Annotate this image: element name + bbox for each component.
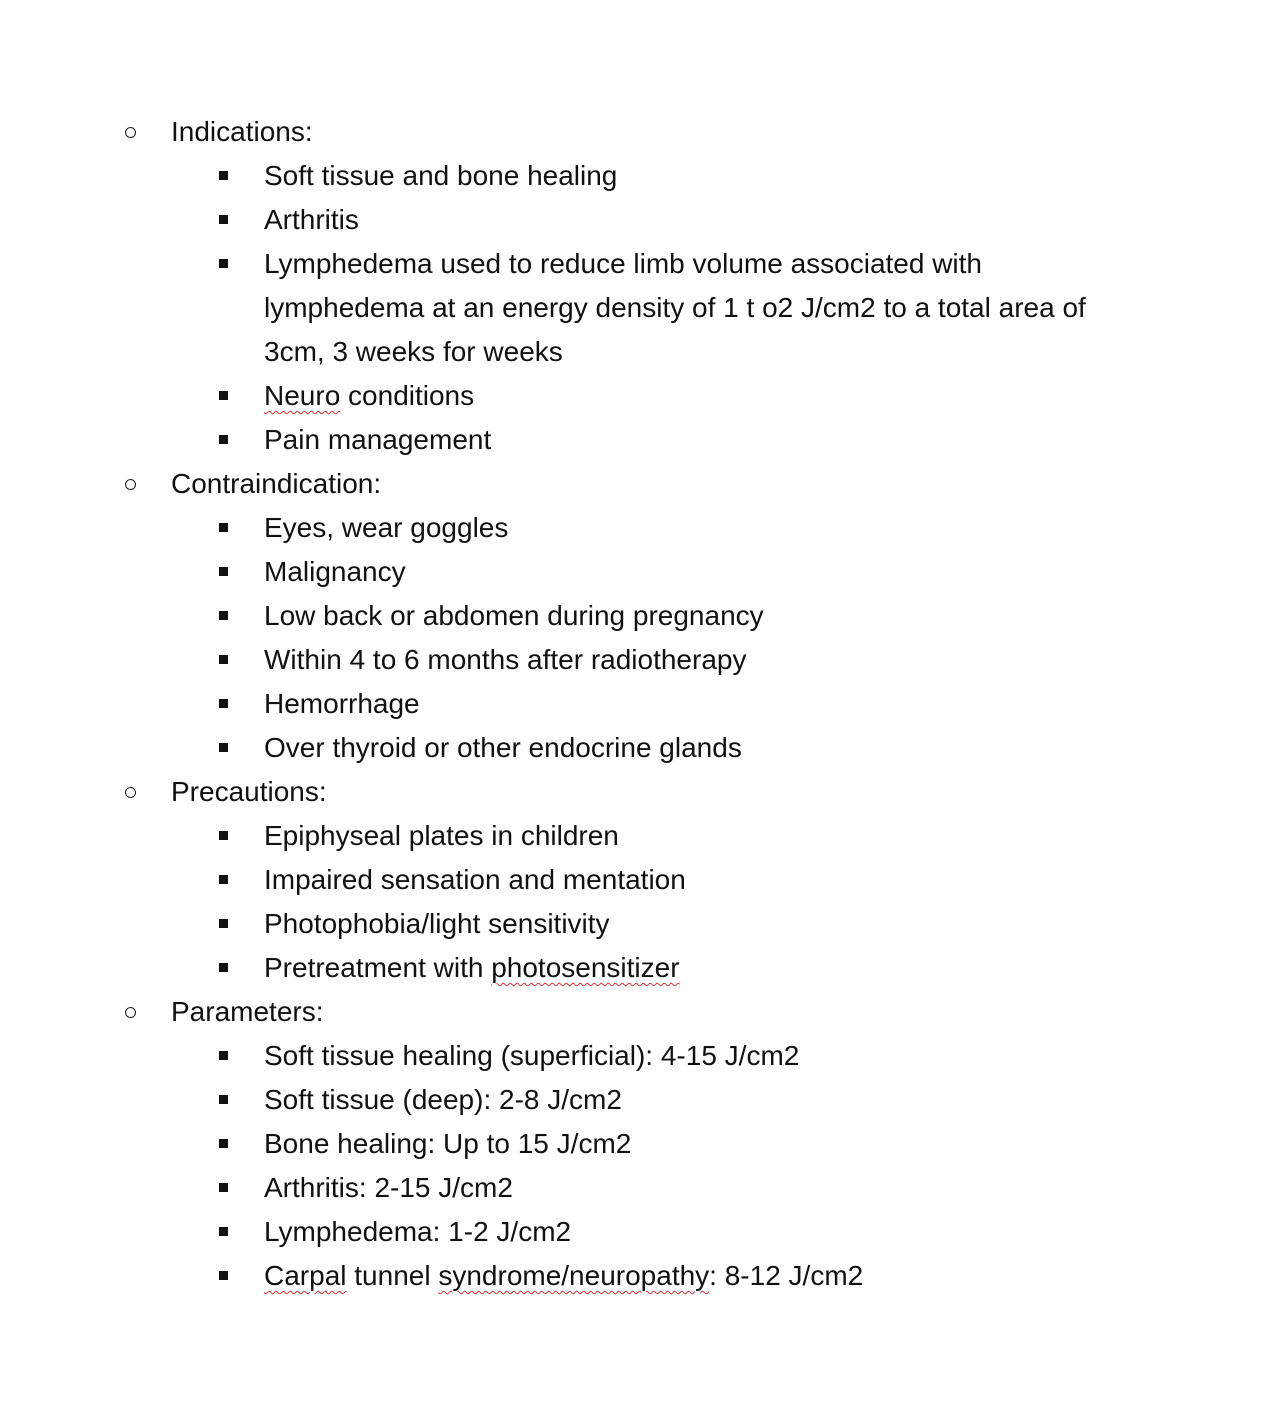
list-item-text: Epiphyseal plates in children [264, 820, 619, 851]
square-bullet-icon [219, 1051, 228, 1060]
section-indications [0, 110, 1274, 462]
list-item [0, 198, 1274, 242]
list-item-text: Photophobia/light sensitivity [264, 908, 610, 939]
list-item [0, 594, 1274, 638]
spellcheck-flagged-word[interactable]: Neuro [264, 380, 341, 411]
square-bullet-icon [219, 963, 228, 972]
list-item-text [264, 946, 1144, 990]
list-item [0, 814, 1274, 858]
spellcheck-flagged-word[interactable]: photosensitizer [491, 952, 680, 983]
list-item-text: Soft tissue and bone healing [264, 160, 618, 191]
list-item [0, 902, 1274, 946]
list-item [0, 946, 1274, 990]
section-heading [0, 990, 1274, 1034]
list-item [0, 1078, 1274, 1122]
square-bullet-icon [219, 523, 228, 532]
circle-bullet-icon [125, 1007, 136, 1018]
list-item [0, 506, 1274, 550]
list-item [0, 1210, 1274, 1254]
list-item [0, 638, 1274, 682]
square-bullet-icon [219, 435, 228, 444]
list-item [0, 1034, 1274, 1078]
document-body [0, 110, 1274, 1298]
section-title: Parameters: [171, 996, 324, 1027]
list-item-text [264, 374, 1144, 418]
square-bullet-icon [219, 215, 228, 224]
list-item-text: Eyes, wear goggles [264, 512, 509, 543]
spellcheck-flagged-word[interactable]: Carpal [264, 1260, 347, 1291]
list-item [0, 682, 1274, 726]
list-item [0, 374, 1274, 418]
list-item-text: Arthritis: 2-15 J/cm2 [264, 1172, 513, 1203]
square-bullet-icon [219, 831, 228, 840]
square-bullet-icon [219, 1095, 228, 1104]
section-title: Precautions: [171, 776, 327, 807]
list-item [0, 154, 1274, 198]
section-heading [0, 462, 1274, 506]
square-bullet-icon [219, 1271, 228, 1280]
list-item-text: Lymphedema used to reduce limb volume associated with lymphedema at an energy density of 1 t o2 J/cm2 to a total area of 3cm, 3 weeks for weeks [264, 248, 1086, 367]
list-item-text: Pain management [264, 424, 492, 455]
section-contraindication [0, 462, 1274, 770]
square-bullet-icon [219, 919, 228, 928]
square-bullet-icon [219, 391, 228, 400]
text-run: conditions [340, 380, 475, 411]
list-item-text: Bone healing: Up to 15 J/cm2 [264, 1128, 632, 1159]
list-item [0, 1122, 1274, 1166]
section-precautions [0, 770, 1274, 990]
square-bullet-icon [219, 1183, 228, 1192]
list-item-text: Over thyroid or other endocrine glands [264, 732, 742, 763]
list-item-text: Hemorrhage [264, 688, 420, 719]
list-item-text: Within 4 to 6 months after radiotherapy [264, 644, 747, 675]
section-title: Indications: [171, 116, 313, 147]
list-item-text: Soft tissue healing (superficial): 4-15 J/cm2 [264, 1040, 800, 1071]
list-item-text: Impaired sensation and mentation [264, 864, 686, 895]
circle-bullet-icon [125, 127, 136, 138]
list-item-text: Malignancy [264, 556, 406, 587]
list-item [0, 726, 1274, 770]
square-bullet-icon [219, 171, 228, 180]
circle-bullet-icon [125, 787, 136, 798]
list-item [0, 1166, 1274, 1210]
list-item [0, 858, 1274, 902]
list-item-text: Soft tissue (deep): 2-8 J/cm2 [264, 1084, 622, 1115]
list-item [0, 418, 1274, 462]
list-item-text [264, 1254, 1144, 1298]
square-bullet-icon [219, 699, 228, 708]
text-run: Pretreatment with [264, 952, 492, 983]
circle-bullet-icon [125, 479, 136, 490]
list-item [0, 550, 1274, 594]
list-item [0, 1254, 1274, 1298]
section-title: Contraindication: [171, 468, 382, 499]
square-bullet-icon [219, 655, 228, 664]
section-heading [0, 110, 1274, 154]
list-item-text: Arthritis [264, 204, 359, 235]
list-item-text: Low back or abdomen during pregnancy [264, 600, 764, 631]
square-bullet-icon [219, 1139, 228, 1148]
square-bullet-icon [219, 567, 228, 576]
list-item [0, 242, 1274, 374]
spellcheck-flagged-word[interactable]: syndrome/neuropathy [438, 1260, 710, 1291]
square-bullet-icon [219, 611, 228, 620]
text-run: tunnel [346, 1260, 439, 1291]
square-bullet-icon [219, 259, 228, 268]
square-bullet-icon [219, 875, 228, 884]
list-item-text: Lymphedema: 1-2 J/cm2 [264, 1216, 572, 1247]
square-bullet-icon [219, 743, 228, 752]
section-heading [0, 770, 1274, 814]
square-bullet-icon [219, 1227, 228, 1236]
text-run: : 8-12 J/cm2 [709, 1260, 864, 1291]
section-parameters [0, 990, 1274, 1298]
